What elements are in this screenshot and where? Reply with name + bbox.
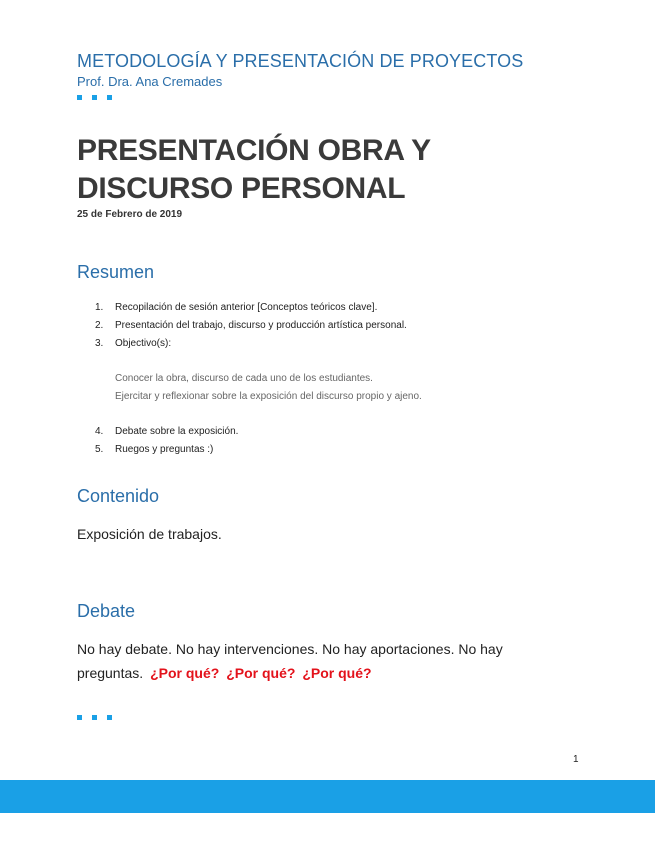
list-item — [95, 441, 238, 459]
dot-icon — [92, 715, 97, 720]
list-item-number: 4. — [95, 426, 104, 437]
objectives-notes — [115, 370, 422, 406]
list-item-number: 5. — [95, 444, 104, 455]
question-emphasis: ¿Por qué? — [150, 665, 220, 681]
list-item-text: Recopilación de sesión anterior [Conceptos teóricos clave]. — [115, 302, 378, 313]
objective-line: Conocer la obra, discurso de cada uno de los estudiantes. — [115, 373, 373, 384]
list-item — [95, 317, 407, 335]
list-item-text: Debate sobre la exposición. — [115, 426, 239, 437]
resumen-list — [95, 299, 407, 353]
list-item — [95, 335, 407, 353]
document-date: 25 de Febrero de 2019 — [77, 209, 183, 220]
debate-text: No hay debate. No hay intervenciones. No hay aportaciones. No hay preguntas. — [77, 641, 503, 681]
document-title: PRESENTACIÓN OBRA Y DISCURSO PERSONAL — [77, 134, 431, 205]
list-item-number: 1. — [95, 302, 104, 313]
dot-icon — [92, 95, 97, 100]
debate-paragraph — [77, 637, 547, 685]
section-heading-contenido: Contenido — [77, 486, 160, 506]
list-item-number: 3. — [95, 338, 104, 349]
dot-icon — [77, 95, 82, 100]
list-item-text: Ruegos y preguntas :) — [115, 444, 214, 455]
list-item — [95, 423, 238, 441]
dot-icon — [107, 715, 112, 720]
contenido-text: Exposición de trabajos. — [77, 526, 222, 542]
dot-icon — [107, 95, 112, 100]
decorative-dots-top — [77, 95, 112, 100]
professor-name: Prof. Dra. Ana Cremades — [77, 74, 223, 89]
footer-band — [0, 780, 655, 813]
section-heading-debate: Debate — [77, 601, 136, 621]
section-heading-resumen: Resumen — [77, 262, 155, 282]
course-title: METODOLOGÍA Y PRESENTACIÓN DE PROYECTOS — [77, 51, 524, 71]
dot-icon — [77, 715, 82, 720]
list-item-text: Presentación del trabajo, discurso y producción artística personal. — [115, 320, 407, 331]
question-emphasis: ¿Por qué? — [302, 665, 372, 681]
decorative-dots-bottom — [77, 715, 112, 720]
list-item — [95, 299, 407, 317]
resumen-list-continued — [95, 423, 238, 459]
page-number: 1 — [573, 754, 579, 765]
list-item-text: Objectivo(s): — [115, 338, 172, 349]
objective-line: Ejercitar y reflexionar sobre la exposición del discurso propio y ajeno. — [115, 391, 422, 402]
list-item-number: 2. — [95, 320, 104, 331]
question-emphasis: ¿Por qué? — [226, 665, 296, 681]
